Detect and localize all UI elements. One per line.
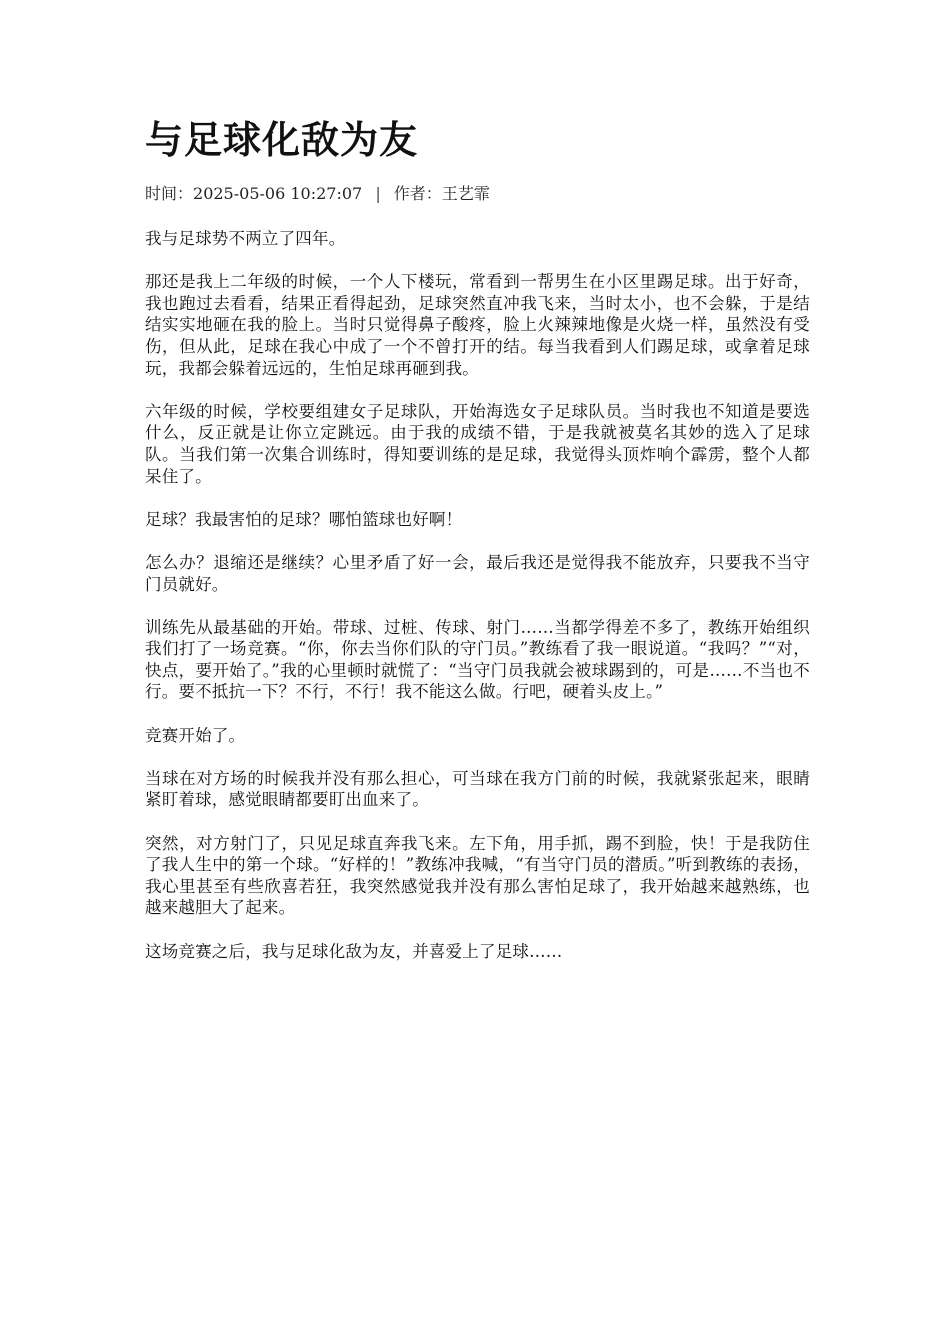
paragraph: 足球？我最害怕的足球？哪怕篮球也好啊！ — [145, 509, 463, 529]
paragraph: 突然，对方射门了，只见足球直奔我飞来。左下角，用手抓，踢不到脸，快！于是我防住了我人生中的第一个球。“好样的！”教练冲我喊，“有当守门员的潜质。”听到教练的表扬，我心里甚至有些欣喜若狂，我突然感觉我并没有那么害怕足球了，我开始越来越熟练，也越来越胆大了起来。 — [145, 833, 810, 918]
article — [145, 112, 810, 984]
article-body — [145, 228, 810, 962]
paragraph: 当球在对方场的时候我并没有那么担心，可当球在我方门前的时候，我就紧张起来，眼睛紧盯着球，感觉眼睛都要盯出血来了。 — [145, 768, 810, 810]
paragraph: 竞赛开始了。 — [145, 725, 246, 745]
article-meta — [145, 182, 810, 206]
paragraph: 六年级的时候，学校要组建女子足球队，开始海选女子足球队员。当时我也不知道是要选什么，反正就是让你立定跳远。由于我的成绩不错，于是我就被莫名其妙的选入了足球队。当我们第一次集合训练时，得知要训练的是足球，我觉得头顶炸响个霹雳，整个人都呆住了。 — [145, 401, 810, 486]
article-title: 与足球化敌为友 — [145, 117, 419, 162]
paragraph: 这场竞赛之后，我与足球化敌为友，并喜爱上了足球…… — [145, 941, 563, 961]
time-label: 时间： — [145, 184, 194, 203]
paragraph: 训练先从最基础的开始。带球、过桩、传球、射门……当都学得差不多了，教练开始组织我们打了一场竞赛。“你，你去当你们队的守门员。”教练看了我一眼说道。“我吗？”“对，快点，要开始了。”我的心里顿时就慌了：“当守门员我就会被球踢到的，可是……不当也不行。要不抵抗一下？不行，不行！我不能这么做。行吧，硬着头皮上。” — [145, 617, 810, 702]
meta-separator: | — [375, 184, 381, 203]
author-value: 王艺霏 — [441, 184, 490, 203]
time-value: 2025-05-06 10:27:07 — [193, 184, 363, 203]
paragraph: 怎么办？退缩还是继续？心里矛盾了好一会，最后我还是觉得我不能放弃，只要我不当守门员就好。 — [145, 552, 810, 594]
paragraph: 我与足球势不两立了四年。 — [145, 229, 346, 248]
author-label: 作者： — [393, 184, 442, 203]
paragraph: 那还是我上二年级的时候，一个人下楼玩，常看到一帮男生在小区里踢足球。出于好奇，我也跑过去看看，结果正看得起劲，足球突然直冲我飞来，当时太小，也不会躲，于是结结实实地砸在我的脸上。当时只觉得鼻子酸疼，脸上火辣辣地像是火烧一样，虽然没有受伤，但从此，足球在我心中成了一个不曾打开的结。每当我看到人们踢足球，或拿着足球玩，我都会躲着远远的，生怕足球再砸到我。 — [145, 272, 810, 378]
